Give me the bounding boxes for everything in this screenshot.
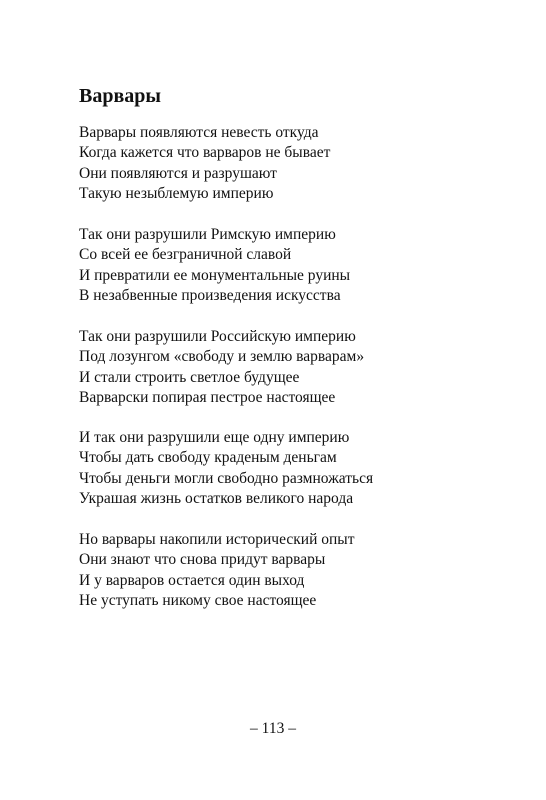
poem-line: Когда кажется что варваров не бывает	[79, 144, 331, 162]
poem-line: Такую незыблемую империю	[79, 184, 274, 202]
poem-line: Чтобы деньги могли свободно размножаться	[79, 469, 374, 487]
poem-line: Так они разрушили Римскую империю	[79, 226, 336, 243]
poem-line: В незабвенные произведения искусства	[79, 286, 341, 304]
poem-line: Не уступать никому свое настоящее	[79, 591, 317, 609]
poem-line: И превратили ее монументальные руины	[79, 266, 351, 284]
poem-title: Варвары	[79, 85, 162, 107]
poem-line: Варварски попирая пестрое настоящее	[79, 388, 336, 406]
poem-line: Варвары появляются невесть откуда	[79, 124, 319, 141]
poem-line: И у варваров остается один выход	[79, 571, 305, 589]
stanza-5	[79, 530, 479, 611]
poem-line: Под лозунгом «свободу и землю варварам»	[79, 348, 365, 366]
stanza-2	[79, 225, 479, 306]
stanza-1	[79, 123, 479, 204]
stanza-4	[79, 428, 479, 509]
poem-line: Они появляются и разрушают	[79, 164, 277, 182]
poem-line: И стали строить светлое будущее	[79, 368, 300, 386]
page-number: – 113 –	[250, 720, 296, 737]
poem-line: Со всей ее безграничной славой	[79, 246, 292, 264]
poem-line: Но варвары накопили исторический опыт	[79, 531, 355, 548]
poem-line: Чтобы дать свободу краденым деньгам	[79, 449, 337, 467]
poem-line: И так они разрушили еще одну империю	[79, 429, 350, 446]
poem-line: Они знают что снова придут варвары	[79, 551, 326, 569]
stanza-3	[79, 327, 479, 408]
poem-line: Так они разрушили Российскую империю	[79, 328, 356, 345]
poem-line: Украшая жизнь остатков великого народа	[79, 489, 354, 507]
